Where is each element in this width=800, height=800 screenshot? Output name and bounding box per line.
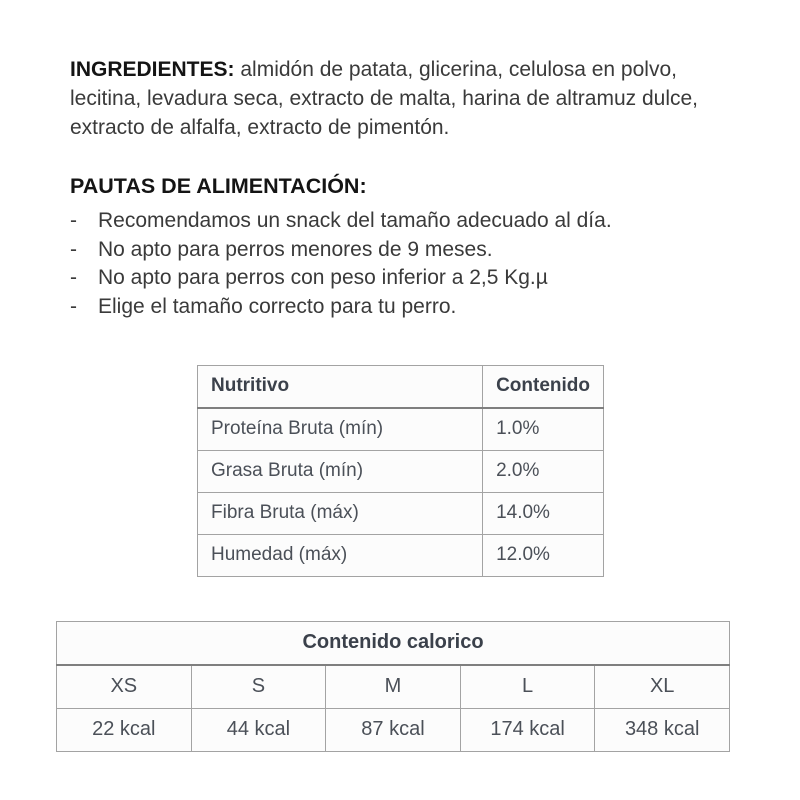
list-item-text: No apto para perros con peso inferior a 2,5 Kg.µ [98,266,548,289]
kcal-cell-m: 87 kcal [326,709,461,752]
dash-marker: - [70,294,77,318]
nutrient-value-cell: 2.0% [483,451,604,493]
feeding-guidelines-heading: PAUTAS DE ALIMENTACIÓN: [70,174,367,198]
dash-marker: - [70,209,77,232]
ingredients-text: almidón de patata, glicerina, celulosa en polvo, lecitina, levadura seca, extracto de malta, harina de altramuz dulce, extracto de alfalfa, extracto de pimentón. [70,58,699,139]
caloric-content-table [56,621,730,752]
table-row [198,535,604,577]
nutrient-name-cell: Fibra Bruta (máx) [198,493,483,535]
size-cell-l: L [460,665,595,709]
kcal-cell-l: 174 kcal [460,709,595,752]
list-item-text: Recomendamos un snack del tamaño adecuado al día. [98,209,612,232]
table-row [198,493,604,535]
nutrient-name-cell: Grasa Bruta (mín) [198,451,483,493]
nutrient-name-cell: Humedad (máx) [198,535,483,577]
kcal-cell-xs: 22 kcal [57,709,192,752]
table-header-row [198,366,604,409]
list-item-text: Elige el tamaño correcto para tu perro. [98,294,457,318]
nutrient-value-cell: 14.0% [483,493,604,535]
list-item [70,207,735,236]
dash-marker: - [70,237,77,261]
table-header-row [57,622,730,666]
nutrition-header-content: Contenido [483,366,604,409]
kcal-cell-s: 44 kcal [191,709,326,752]
size-cell-xl: XL [595,665,730,709]
nutrient-value-cell: 1.0% [483,408,604,451]
size-cell-m: M [326,665,461,709]
list-item [70,236,735,265]
nutrient-value-cell: 12.0% [483,535,604,577]
table-row [198,451,604,493]
list-item [70,293,735,322]
caloric-table-title: Contenido calorico [57,622,730,666]
ingredients-label: INGREDIENTES: [70,58,235,81]
dash-marker: - [70,266,77,289]
nutrition-table [197,365,604,577]
list-item [70,264,735,293]
size-row [57,665,730,709]
size-cell-s: S [191,665,326,709]
size-cell-xs: XS [57,665,192,709]
ingredients-paragraph [70,55,742,142]
feeding-guidelines-list [70,207,735,321]
list-item-text: No apto para perros menores de 9 meses. [98,237,493,261]
nutrient-name-cell: Proteína Bruta (mín) [198,408,483,451]
table-row [198,408,604,451]
nutrition-header-nutrient: Nutritivo [198,366,483,409]
kcal-cell-xl: 348 kcal [595,709,730,752]
kcal-row [57,709,730,752]
